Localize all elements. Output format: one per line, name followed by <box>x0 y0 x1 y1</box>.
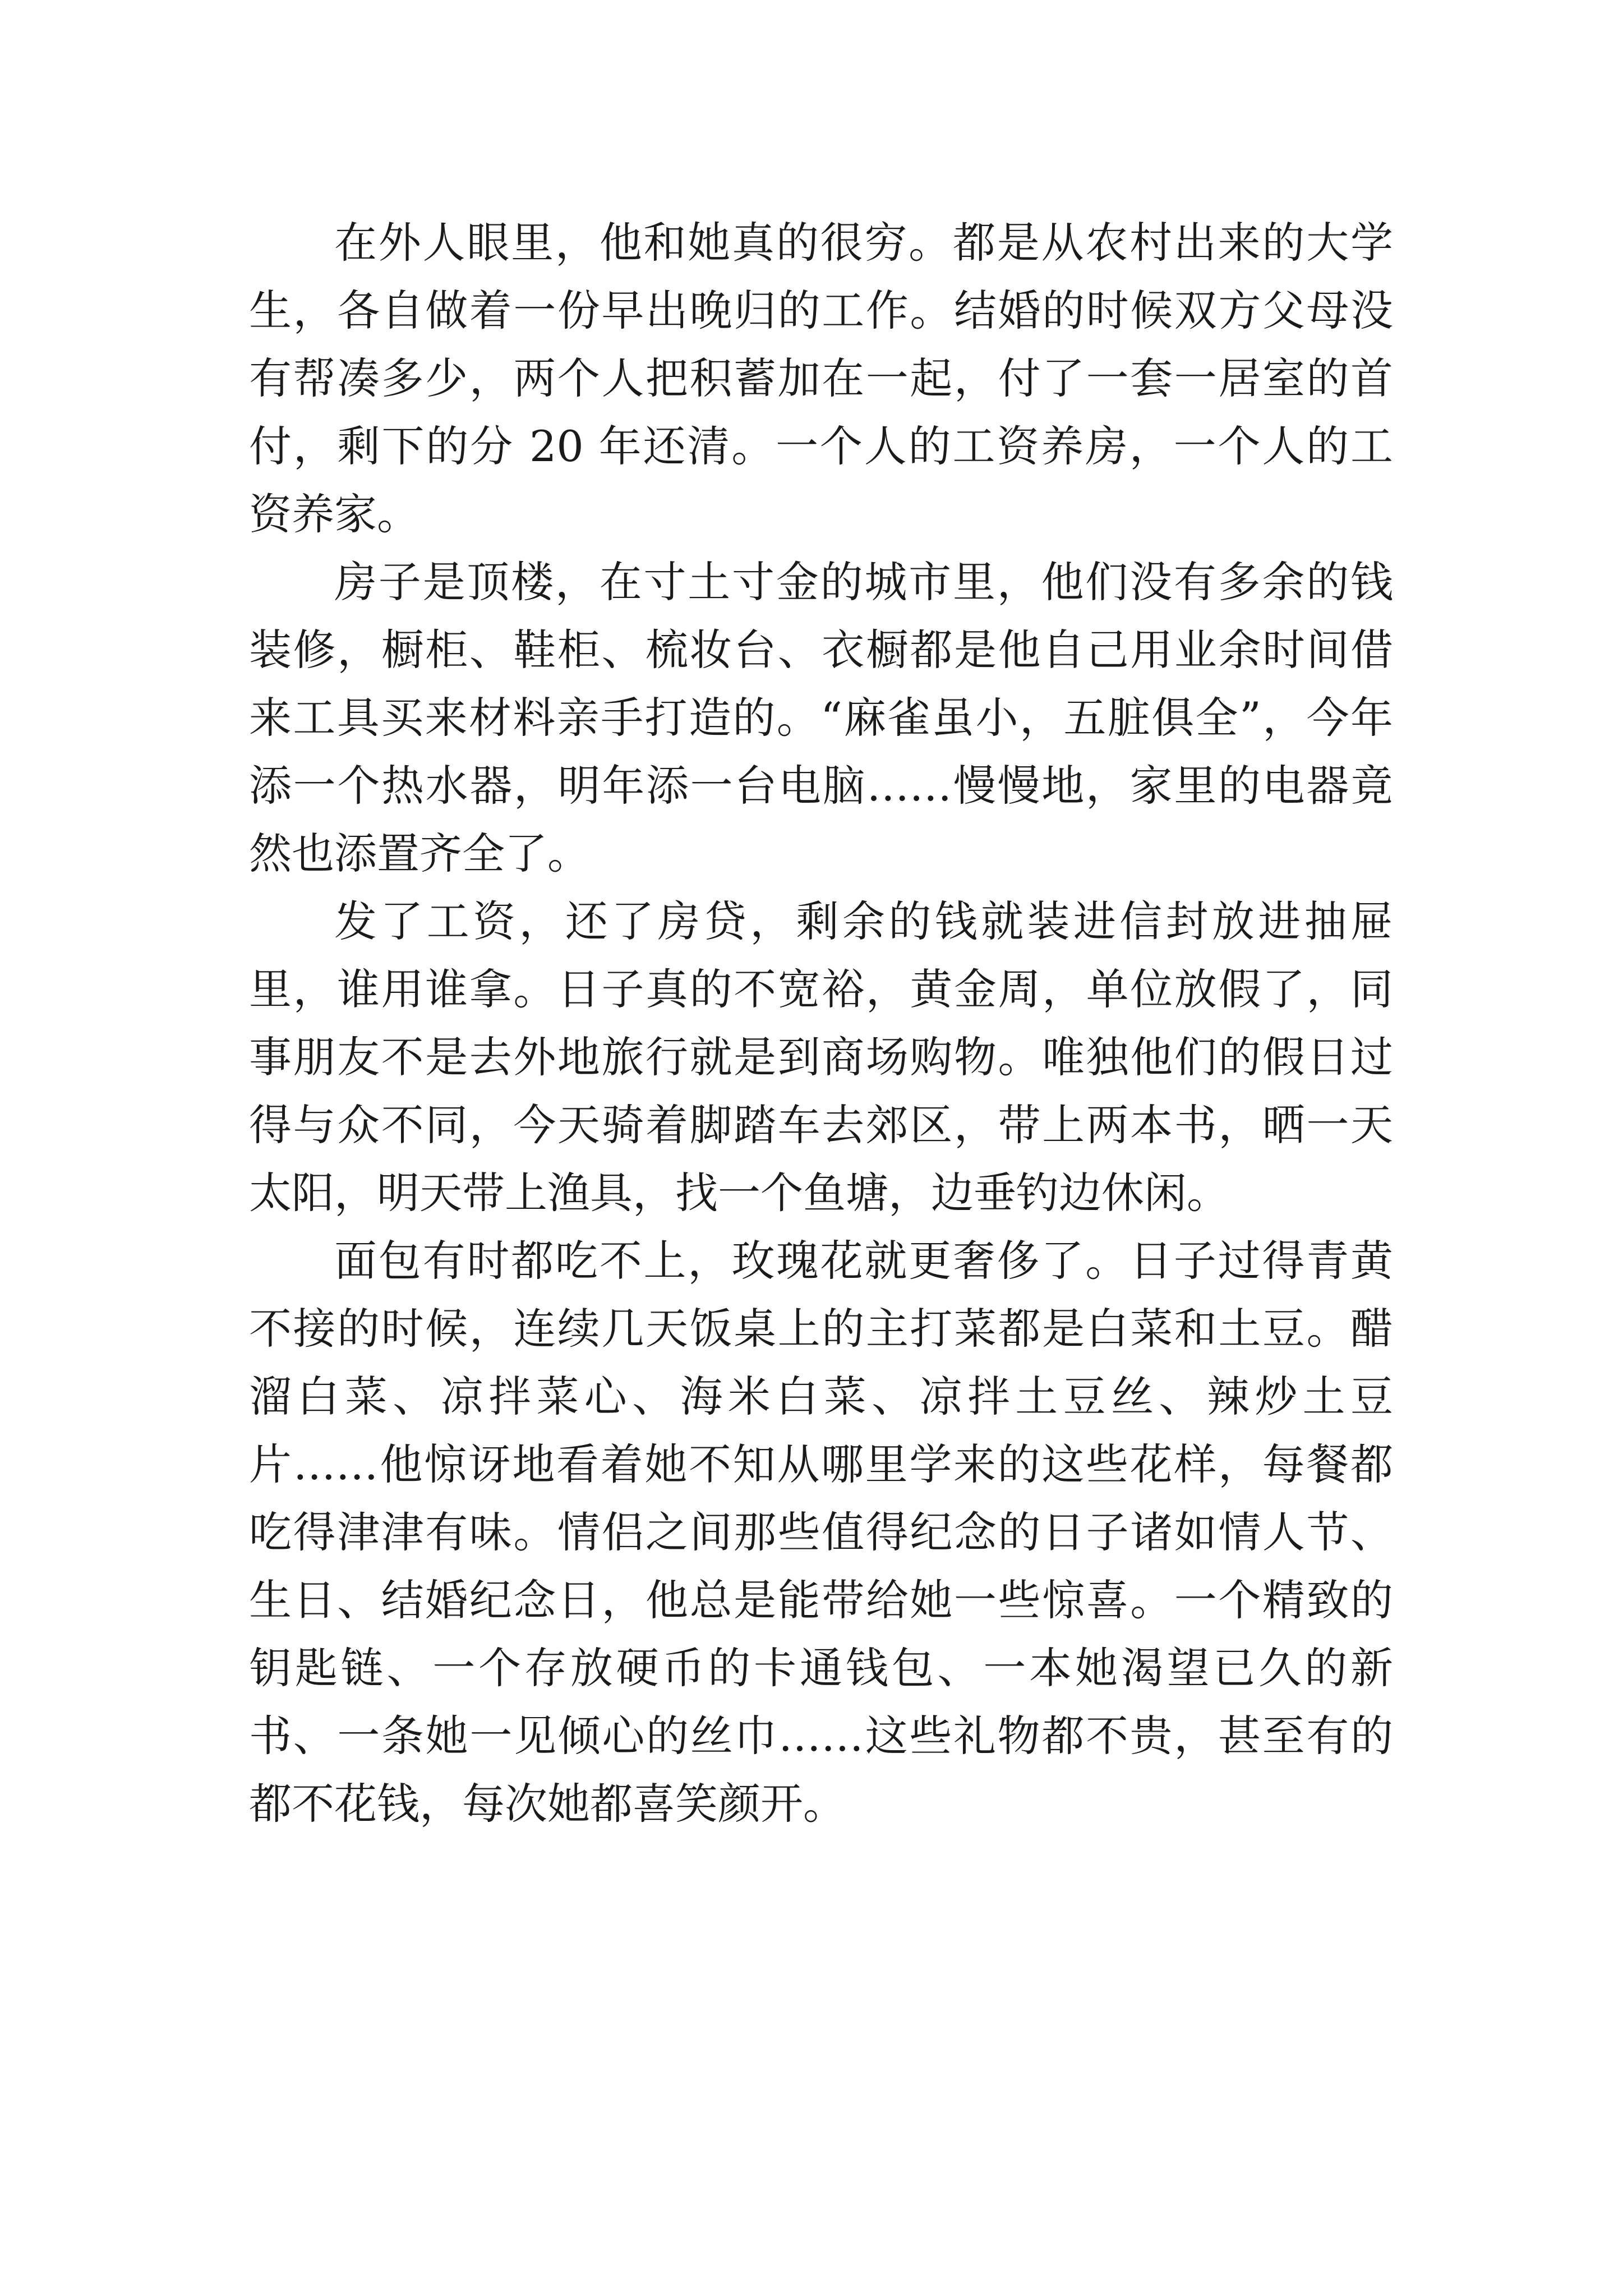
paragraph: 发了工资，还了房贷，剩余的钱就装进信封放进抽屉里，谁用谁拿。日子真的不宽裕，黄金周，单位放假了，同事朋友不是去外地旅行就是到商场购物。唯独他们的假日过得与众不同，今天骑着脚踏车去郊区，带上两本书，晒一天太阳，明天带上渔具，找一个鱼塘，边垂钓边休闲。 <box>249 896 1393 1218</box>
paragraph: 面包有时都吃不上，玫瑰花就更奢侈了。日子过得青黄不接的时候，连续几天饭桌上的主打菜都是白菜和土豆。醋溜白菜、凉拌菜心、海米白菜、凉拌土豆丝、辣炒土豆片……他惊讶地看着她不知从哪里学来的这些花样，每餐都吃得津津有味。情侣之间那些值得纪念的日子诸如情人节、生日、结婚纪念日，他总是能带给她一些惊喜。一个精致的钥匙链、一个存放硬币的卡通钱包、一本她渴望已久的新书、一条她一见倾心的丝巾……这些礼物都不贵，甚至有的都不花钱，每次她都喜笑颜开。 <box>249 1236 1393 1829</box>
paragraph: 房子是顶楼，在寸土寸金的城市里，他们没有多余的钱装修，橱柜、鞋柜、梳妆台、衣橱都是他自己用业余时间借来工具买来材料亲手打造的。“麻雀虽小，五脏俱全”，今年添一个热水器，明年添一台电脑……慢慢地，家里的电器竟然也添置齐全了。 <box>249 557 1393 878</box>
article-body <box>249 209 1393 1838</box>
paragraph: 在外人眼里，他和她真的很穷。都是从农村出来的大学生，各自做着一份早出晚归的工作。结婚的时候双方父母没有帮凑多少，两个人把积蓄加在一起，付了一套一居室的首付，剩下的分 20 年还清。一个人的工资养房，一个人的工资养家。 <box>249 218 1393 539</box>
